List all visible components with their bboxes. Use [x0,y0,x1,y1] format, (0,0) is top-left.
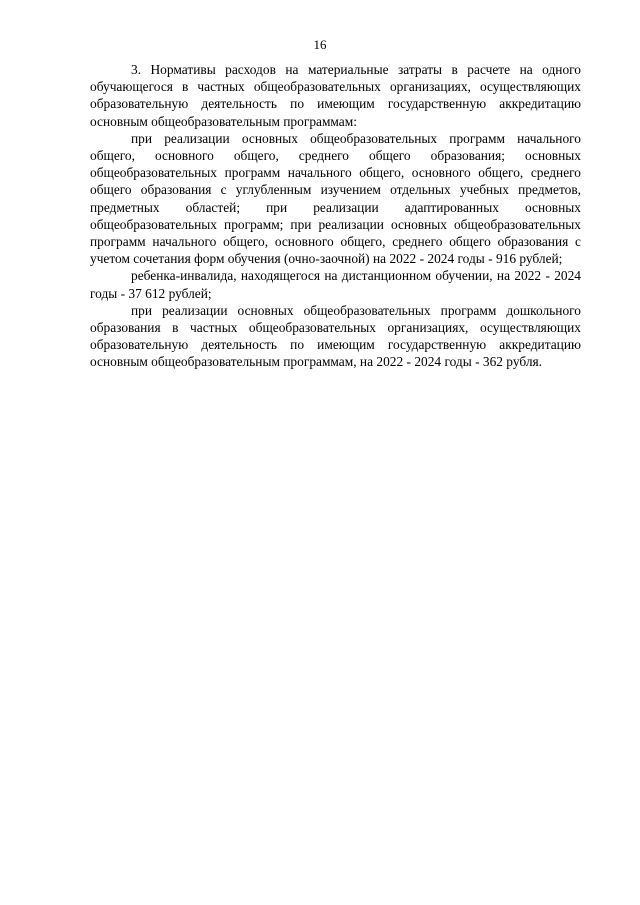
paragraph-general-education-programs: при реализации основных общеобразовательных программ начального общего, основного общего, среднего общего образования; основных общеобразовательных программ начального общего, основного общего, среднего общего образования с углубленным изучением отдельных учебных предметов, предметных областей; при реализации адаптированных основных общеобразовательных программ; при реализации основных общеобразовательных программ начального общего, основного общего, среднего общего образования с учетом сочетания форм обучения (очно-заочной) на 2022 - 2024 годы - 916 рублей; [90,130,581,267]
paragraph-disabled-child-remote: ребенка-инвалида, находящегося на дистанционном обучении, на 2022 - 2024 годы - 37 612 рублей; [90,268,581,301]
paragraph-preschool-programs: при реализации основных общеобразовательных программ дошкольного образования в частных общеобразовательных организациях, осуществляющих образовательную деятельность по имеющим государственную аккредитацию основным общеобразовательным программам, на 2022 - 2024 годы - 362 рубля. [90,302,581,370]
page-number: 16 [313,37,327,52]
paragraph-norms-intro: 3. Нормативы расходов на материальные затраты в расчете на одного обучающегося в частных общеобразовательных организациях, осуществляющих образовательную деятельность по имеющим государственную аккредитацию основным общеобразовательным программам: [90,62,581,129]
document-body [90,61,581,371]
